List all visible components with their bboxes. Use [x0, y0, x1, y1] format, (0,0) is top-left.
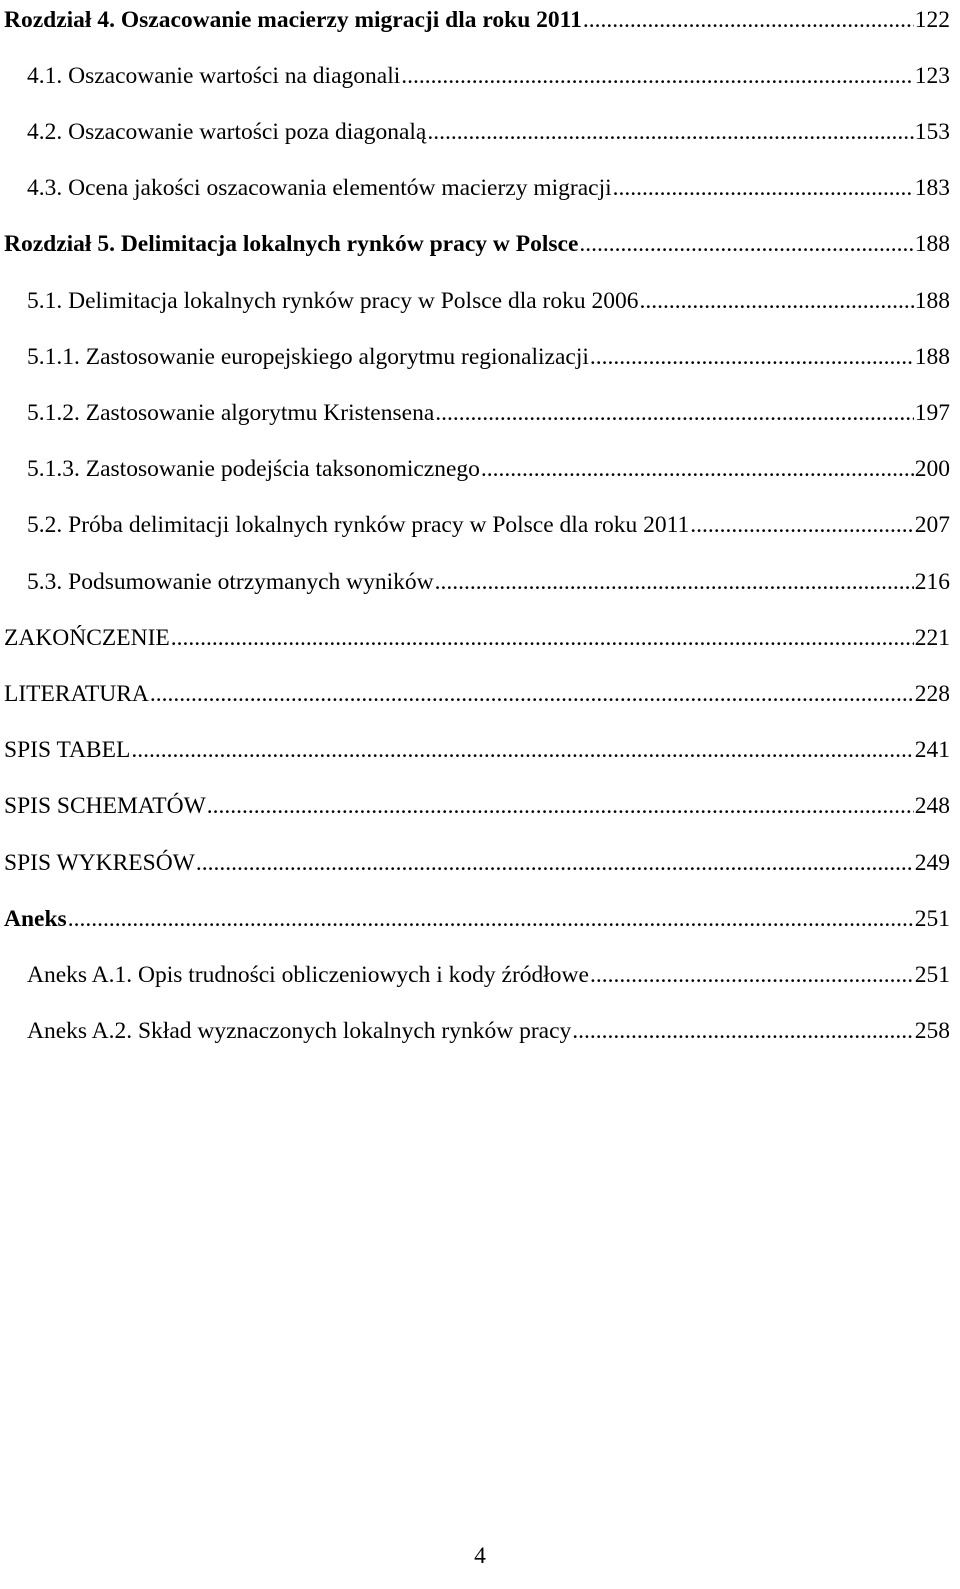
toc-entry[interactable]: [4, 554, 950, 594]
toc-dot-leader: [68, 908, 914, 932]
toc-dot-leader: [401, 65, 913, 89]
toc-entry-page: 241: [914, 737, 950, 764]
toc-entry-title: Aneks A.1. Opis trudności obliczeniowych i kody źródłowe: [27, 961, 589, 988]
toc-entry-page: 123: [914, 62, 950, 89]
toc-entry-title: 5.1. Delimitacja lokalnych rynków pracy w Polsce dla roku 2006: [27, 287, 639, 314]
toc-entry-page: 251: [914, 905, 950, 932]
toc-dot-leader: [583, 9, 914, 33]
toc-dot-leader: [579, 233, 913, 257]
toc-entry-title: SPIS SCHEMATÓW: [4, 793, 206, 820]
toc-entry-page: 197: [914, 399, 950, 426]
toc-entry[interactable]: [4, 217, 950, 257]
toc-entry-page: 221: [914, 624, 950, 651]
toc-entry-title: SPIS WYKRESÓW: [4, 849, 195, 876]
toc-entry[interactable]: [4, 442, 950, 482]
toc-entry-title: Aneks: [4, 905, 67, 932]
toc-entry[interactable]: [4, 610, 950, 650]
toc-entry-title: 4.3. Ocena jakości oszacowania elementów macierzy migracji: [27, 175, 612, 202]
toc-entry-page: 207: [914, 512, 950, 539]
toc-dot-leader: [427, 121, 913, 145]
toc-entry-page: 258: [914, 1018, 950, 1045]
toc-dot-leader: [196, 852, 914, 876]
toc-entry-title: 5.1.1. Zastosowanie europejskiego algorytmu regionalizacji: [27, 343, 589, 370]
toc-entry-page: 188: [914, 231, 950, 258]
toc-entry-title: ZAKOŃCZENIE: [4, 624, 170, 651]
toc-entry-title: LITERATURA: [4, 680, 149, 707]
toc-entry-page: 248: [914, 793, 950, 820]
toc-entry[interactable]: [4, 161, 950, 201]
toc-entry[interactable]: [4, 0, 950, 32]
toc-entry[interactable]: [4, 104, 950, 144]
toc-entry-title: Rozdział 5. Delimitacja lokalnych rynków pracy w Polsce: [4, 231, 579, 258]
toc-entry[interactable]: [4, 385, 950, 425]
toc-entry[interactable]: [4, 666, 950, 706]
toc-entry-page: 216: [914, 568, 950, 595]
toc-entry-page: 200: [914, 456, 950, 483]
toc-dot-leader: [590, 964, 914, 988]
toc-dot-leader: [131, 739, 913, 763]
toc-dot-leader: [640, 290, 914, 314]
toc-dot-leader: [435, 571, 914, 595]
toc-entry-title: 5.1.3. Zastosowanie podejścia taksonomicznego: [27, 456, 480, 483]
toc-entry[interactable]: [4, 1004, 950, 1044]
toc-entry-title: 5.2. Próba delimitacji lokalnych rynków pracy w Polsce dla roku 2011: [27, 512, 690, 539]
toc-entry-page: 188: [914, 343, 950, 370]
toc-entry-page: 183: [914, 175, 950, 202]
toc-entry[interactable]: [4, 723, 950, 763]
toc-dot-leader: [690, 514, 914, 538]
toc-entry-page: 188: [914, 287, 950, 314]
toc-entry[interactable]: [4, 779, 950, 819]
toc-entry-page: 122: [914, 6, 950, 33]
toc-entry-title: Rozdział 4. Oszacowanie macierzy migracji dla roku 2011: [4, 6, 582, 33]
toc-entry-title: 5.1.2. Zastosowanie algorytmu Kristensena: [27, 399, 435, 426]
page-number: 4: [474, 1543, 486, 1569]
toc-entry[interactable]: [4, 835, 950, 875]
toc-dot-leader: [572, 1020, 913, 1044]
toc-entry-page: 153: [914, 118, 950, 145]
toc-entry[interactable]: [4, 891, 950, 931]
toc-dot-leader: [207, 795, 914, 819]
toc-dot-leader: [171, 627, 914, 651]
toc-dot-leader: [435, 402, 914, 426]
toc-dot-leader: [613, 177, 914, 201]
toc-entry-title: 4.1. Oszacowanie wartości na diagonali: [27, 62, 401, 89]
toc-entry-title: Aneks A.2. Skład wyznaczonych lokalnych rynków pracy: [27, 1018, 572, 1045]
toc-entry[interactable]: [4, 48, 950, 88]
toc-entry-page: 228: [914, 680, 950, 707]
toc-entry-title: SPIS TABEL: [4, 737, 131, 764]
toc-entry-title: 5.3. Podsumowanie otrzymanych wyników: [27, 568, 434, 595]
toc-entry-page: 251: [914, 961, 950, 988]
toc-dot-leader: [481, 458, 914, 482]
toc-dot-leader: [590, 346, 914, 370]
toc-entry-title: 4.2. Oszacowanie wartości poza diagonalą: [27, 118, 427, 145]
toc-dot-leader: [150, 683, 914, 707]
toc-entry[interactable]: [4, 498, 950, 538]
toc-entry[interactable]: [4, 329, 950, 369]
toc-entry-page: 249: [914, 849, 950, 876]
toc-entry[interactable]: [4, 273, 950, 313]
toc-entry[interactable]: [4, 947, 950, 987]
